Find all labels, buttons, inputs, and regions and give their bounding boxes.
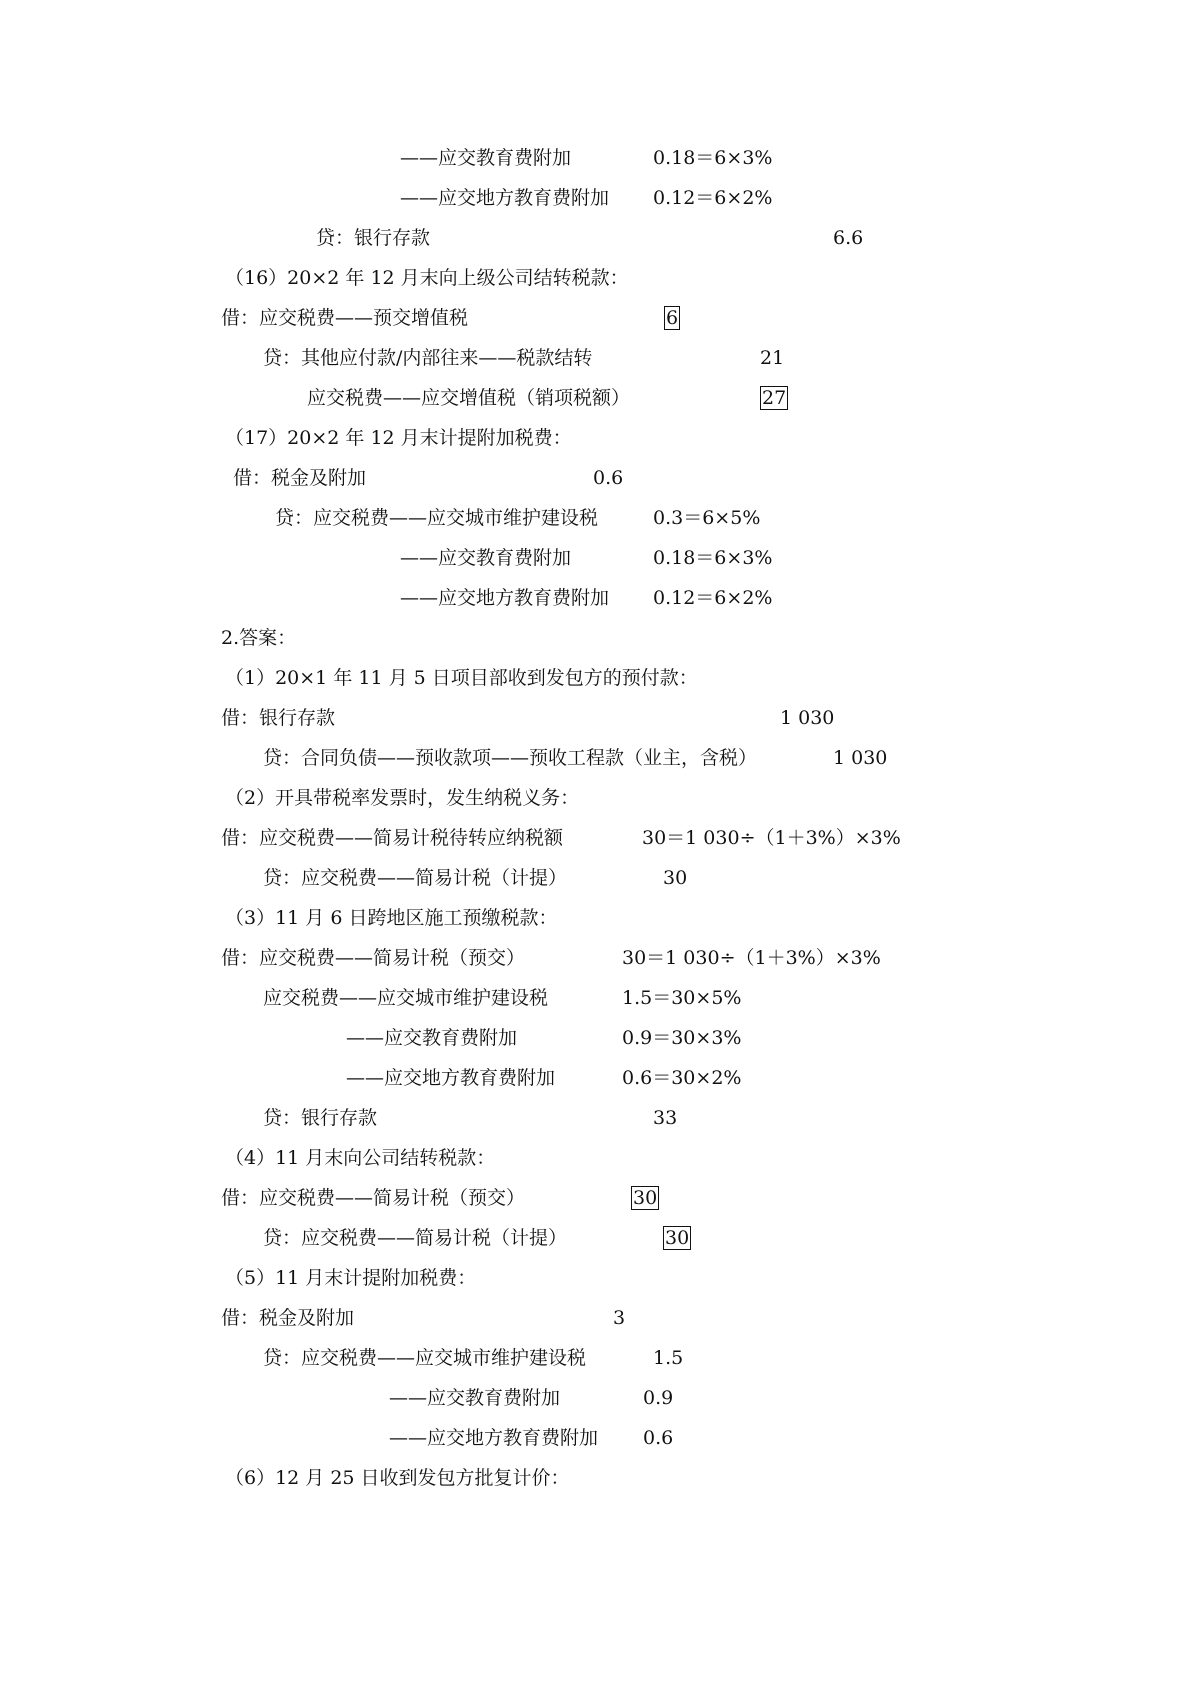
entry-label: 借：税金及附加 bbox=[233, 467, 367, 489]
entry-label: ——应交地方教育费附加 bbox=[400, 587, 610, 609]
entry-amount: 3 bbox=[613, 1307, 626, 1329]
entry-label: 借：应交税费——简易计税（预交） bbox=[221, 947, 526, 969]
entry-label: 贷：应交税费——简易计税（计提） bbox=[263, 1227, 568, 1249]
entry-amount: 1 030 bbox=[833, 747, 888, 769]
answer-heading: 2.答案： bbox=[221, 627, 297, 649]
entry-label: 贷：应交税费——简易计税（计提） bbox=[263, 867, 568, 889]
entry-label: 借：银行存款 bbox=[221, 707, 336, 729]
section-heading: （5）11 月末计提附加税费： bbox=[225, 1267, 477, 1289]
section-heading: （6）12 月 25 日收到发包方批复计价： bbox=[225, 1467, 570, 1489]
entry-amount: 21 bbox=[760, 347, 785, 369]
section-heading: （4）11 月末向公司结转税款： bbox=[225, 1147, 496, 1169]
entry-amount: 0.12＝6×2% bbox=[653, 187, 773, 209]
boxed-value: 30 bbox=[665, 1227, 690, 1249]
entry-amount: 0.3＝6×5% bbox=[653, 507, 761, 529]
entry-label: 借：应交税费——预交增值税 bbox=[221, 307, 469, 329]
boxed-value: 27 bbox=[762, 387, 787, 409]
section-heading: （16）20×2 年 12 月末向上级公司结转税款： bbox=[225, 267, 629, 289]
entry-amount-boxed bbox=[760, 386, 788, 410]
entry-amount: 0.18＝6×3% bbox=[653, 147, 773, 169]
entry-amount: 33 bbox=[653, 1107, 678, 1129]
entry-amount: 30＝1 030÷（1＋3%）×3% bbox=[642, 827, 901, 849]
boxed-value: 30 bbox=[633, 1187, 658, 1209]
entry-amount: 1.5 bbox=[653, 1347, 684, 1369]
entry-amount-boxed bbox=[663, 1226, 691, 1250]
entry-label: ——应交教育费附加 bbox=[346, 1027, 518, 1049]
entry-label: 贷：银行存款 bbox=[263, 1107, 378, 1129]
section-heading: （17）20×2 年 12 月末计提附加税费： bbox=[225, 427, 572, 449]
entry-label: 借：应交税费——简易计税待转应纳税额 bbox=[221, 827, 564, 849]
boxed-value: 6 bbox=[666, 307, 679, 329]
entry-label: 应交税费——应交增值税（销项税额） bbox=[307, 387, 631, 409]
entry-amount-boxed bbox=[664, 306, 680, 330]
entry-amount: 0.9＝30×3% bbox=[622, 1027, 742, 1049]
entry-label: ——应交教育费附加 bbox=[389, 1387, 561, 1409]
entry-amount: 6.6 bbox=[833, 227, 864, 249]
entry-amount: 0.6 bbox=[593, 467, 624, 489]
entry-label: ——应交教育费附加 bbox=[400, 547, 572, 569]
entry-amount: 1.5＝30×5% bbox=[622, 987, 742, 1009]
entry-amount: 1 030 bbox=[780, 707, 835, 729]
entry-label: 应交税费——应交城市维护建设税 bbox=[263, 987, 549, 1009]
entry-label: 借：应交税费——简易计税（预交） bbox=[221, 1187, 526, 1209]
entry-label: 贷：应交税费——应交城市维护建设税 bbox=[263, 1347, 587, 1369]
entry-label: 贷：其他应付款/内部往来——税款结转 bbox=[263, 347, 593, 369]
entry-amount: 0.18＝6×3% bbox=[653, 547, 773, 569]
entry-amount: 0.6 bbox=[643, 1427, 674, 1449]
entry-label: 借：税金及附加 bbox=[221, 1307, 355, 1329]
entry-amount: 0.6＝30×2% bbox=[622, 1067, 742, 1089]
entry-label: ——应交地方教育费附加 bbox=[389, 1427, 599, 1449]
entry-amount: 30 bbox=[663, 867, 688, 889]
section-heading: （3）11 月 6 日跨地区施工预缴税款： bbox=[225, 907, 558, 929]
entry-label: 贷：应交税费——应交城市维护建设税 bbox=[275, 507, 599, 529]
section-heading: （2）开具带税率发票时，发生纳税义务： bbox=[225, 787, 580, 809]
entry-label: ——应交教育费附加 bbox=[400, 147, 572, 169]
entry-label: ——应交地方教育费附加 bbox=[346, 1067, 556, 1089]
section-heading: （1）20×1 年 11 月 5 日项目部收到发包方的预付款： bbox=[225, 667, 698, 689]
entry-label: 贷：银行存款 bbox=[316, 227, 431, 249]
entry-amount: 30＝1 030÷（1＋3%）×3% bbox=[622, 947, 881, 969]
entry-label: 贷：合同负债——预收款项——预收工程款（业主，含税） bbox=[263, 747, 758, 769]
entry-amount: 0.9 bbox=[643, 1387, 674, 1409]
entry-label: ——应交地方教育费附加 bbox=[400, 187, 610, 209]
entry-amount-boxed bbox=[631, 1186, 659, 1210]
entry-amount: 0.12＝6×2% bbox=[653, 587, 773, 609]
